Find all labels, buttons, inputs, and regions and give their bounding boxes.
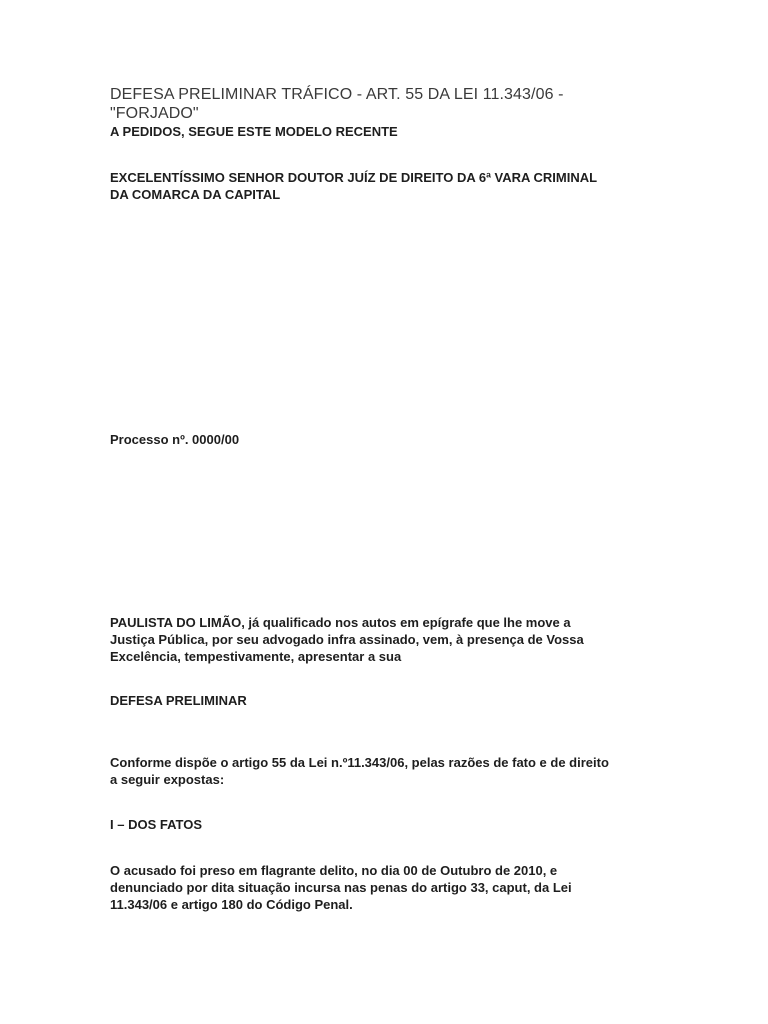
document-subtitle: A PEDIDOS, SEGUE ESTE MODELO RECENTE: [110, 124, 398, 139]
defesa-heading: DEFESA PRELIMINAR: [110, 693, 247, 708]
addressee-block: [110, 169, 670, 203]
intro-line-2: Justiça Pública, por seu advogado infra assinado, vem, à presença de Vossa: [110, 632, 584, 647]
section-heading-fatos: I – DOS FATOS: [110, 817, 202, 832]
conforme-line-1: Conforme dispõe o artigo 55 da Lei n.º11.343/06, pelas razões de fato e de direito: [110, 755, 609, 770]
conforme-line-2: a seguir expostas:: [110, 772, 225, 787]
process-number: Processo nº. 0000/00: [110, 432, 240, 447]
fatos-paragraph: [110, 862, 670, 913]
addressee-line-2: DA COMARCA DA CAPITAL: [110, 187, 281, 202]
fatos-line-2: denunciado por dita situação incursa nas penas do artigo 33, caput, da Lei: [110, 880, 572, 895]
fatos-line-1: O acusado foi preso em flagrante delito, no dia 00 de Outubro de 2010, e: [110, 863, 558, 878]
addressee-line-1: EXCELENTÍSSIMO SENHOR DOUTOR JUÍZ DE DIREITO DA 6ª VARA CRIMINAL: [110, 170, 598, 185]
intro-line-1: PAULISTA DO LIMÃO, já qualificado nos autos em epígrafe que lhe move a: [110, 615, 571, 630]
conforme-paragraph: [110, 754, 670, 788]
fatos-line-3: 11.343/06 e artigo 180 do Código Penal.: [110, 897, 353, 912]
intro-line-3: Excelência, tempestivamente, apresentar a sua: [110, 649, 402, 664]
intro-paragraph: [110, 614, 670, 665]
title-line-2: "FORJADO": [110, 105, 199, 122]
document-title: [110, 85, 670, 123]
title-line-1: DEFESA PRELIMINAR TRÁFICO - ART. 55 DA LEI 11.343/06 -: [110, 86, 564, 103]
